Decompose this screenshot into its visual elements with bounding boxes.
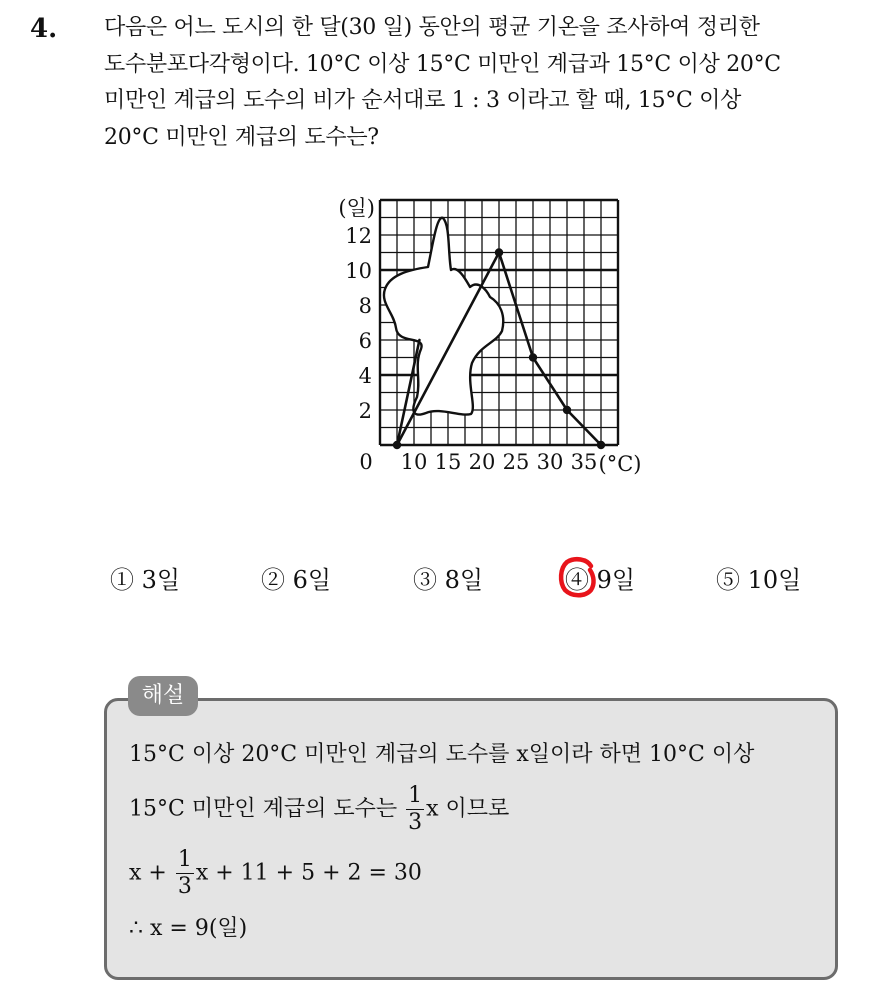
- choice-mark: ④: [565, 566, 589, 594]
- choice-text: 9일: [596, 566, 636, 594]
- choice-text: 3일: [141, 566, 181, 594]
- solution-text: x 이므로: [426, 796, 510, 822]
- question-text: [104, 10, 864, 156]
- choice-2[interactable]: [261, 560, 331, 595]
- fraction-numerator: 1: [177, 847, 192, 872]
- choice-mark: ③: [413, 566, 437, 594]
- solution-conclusion: ∴ x = 9(일): [129, 916, 248, 941]
- x-tick-label: 10: [400, 450, 428, 474]
- ink-blob: [384, 218, 503, 415]
- fraction-denominator: 3: [408, 810, 423, 835]
- choice-mark: ②: [261, 566, 285, 594]
- choice-text: 8일: [444, 566, 484, 594]
- choice-5[interactable]: [716, 560, 801, 595]
- fraction: [406, 783, 424, 836]
- solution-text: 15°C 미만인 계급의 도수는: [129, 796, 398, 822]
- answer-circle-mark: [557, 554, 601, 600]
- x-tick-label: 0: [359, 450, 373, 474]
- data-point: [563, 406, 571, 414]
- question-line: 미만인 계급의 도수의 비가 순서대로 1 : 3 이라고 할 때, 15°C 이상: [104, 88, 742, 113]
- answer-choices: [0, 560, 884, 600]
- solution-line-2: [129, 783, 509, 836]
- y-tick-label: 8: [358, 294, 372, 318]
- choice-mark: ⑤: [716, 566, 740, 594]
- fraction: [176, 847, 194, 900]
- y-tick-label: 10: [345, 259, 372, 283]
- frequency-polygon-chart: [300, 185, 660, 485]
- equation-right: x + 11 + 5 + 2 = 30: [195, 860, 422, 886]
- choice-1[interactable]: [110, 560, 180, 595]
- ink-blob-shape: [384, 218, 503, 415]
- choice-3[interactable]: [413, 560, 483, 595]
- equation-left: x +: [129, 860, 167, 886]
- fraction-denominator: 3: [177, 874, 192, 899]
- question-line: 다음은 어느 도시의 한 달(30 일) 동안의 평균 기온을 조사하여 정리한: [104, 15, 760, 40]
- choice-text: 6일: [292, 566, 332, 594]
- x-tick-label: 25: [502, 450, 530, 474]
- y-tick-label: 12: [345, 224, 372, 248]
- x-axis-unit: (°C): [598, 452, 642, 476]
- solution-equation: [129, 847, 422, 900]
- solution-box: [104, 698, 838, 980]
- choice-4[interactable]: [565, 560, 635, 595]
- question-line: 20°C 미만인 계급의 도수는?: [104, 124, 379, 150]
- data-point: [529, 353, 537, 361]
- fraction-numerator: 1: [408, 783, 423, 808]
- data-point: [393, 441, 401, 449]
- choice-mark: ①: [110, 566, 134, 594]
- data-point: [495, 248, 503, 256]
- x-tick-label: 35: [570, 450, 598, 474]
- y-tick-label: 2: [358, 399, 372, 423]
- y-axis-unit: (일): [338, 196, 375, 220]
- x-tick-label: 30: [536, 450, 564, 474]
- x-tick-label: 15: [434, 450, 462, 474]
- y-tick-label: 6: [358, 329, 372, 353]
- solution-tag: 해설: [128, 676, 198, 716]
- y-tick-label: 4: [358, 364, 372, 388]
- choice-text: 10일: [747, 566, 802, 594]
- question-number: 4.: [30, 14, 58, 44]
- data-point: [597, 441, 605, 449]
- question-line: 도수분포다각형이다. 10°C 이상 15°C 미만인 계급과 15°C 이상 20°C: [104, 51, 781, 77]
- x-tick-label: 20: [468, 450, 496, 474]
- solution-line-1: 15°C 이상 20°C 미만인 계급의 도수를 x일이라 하면 10°C 이상: [129, 742, 755, 767]
